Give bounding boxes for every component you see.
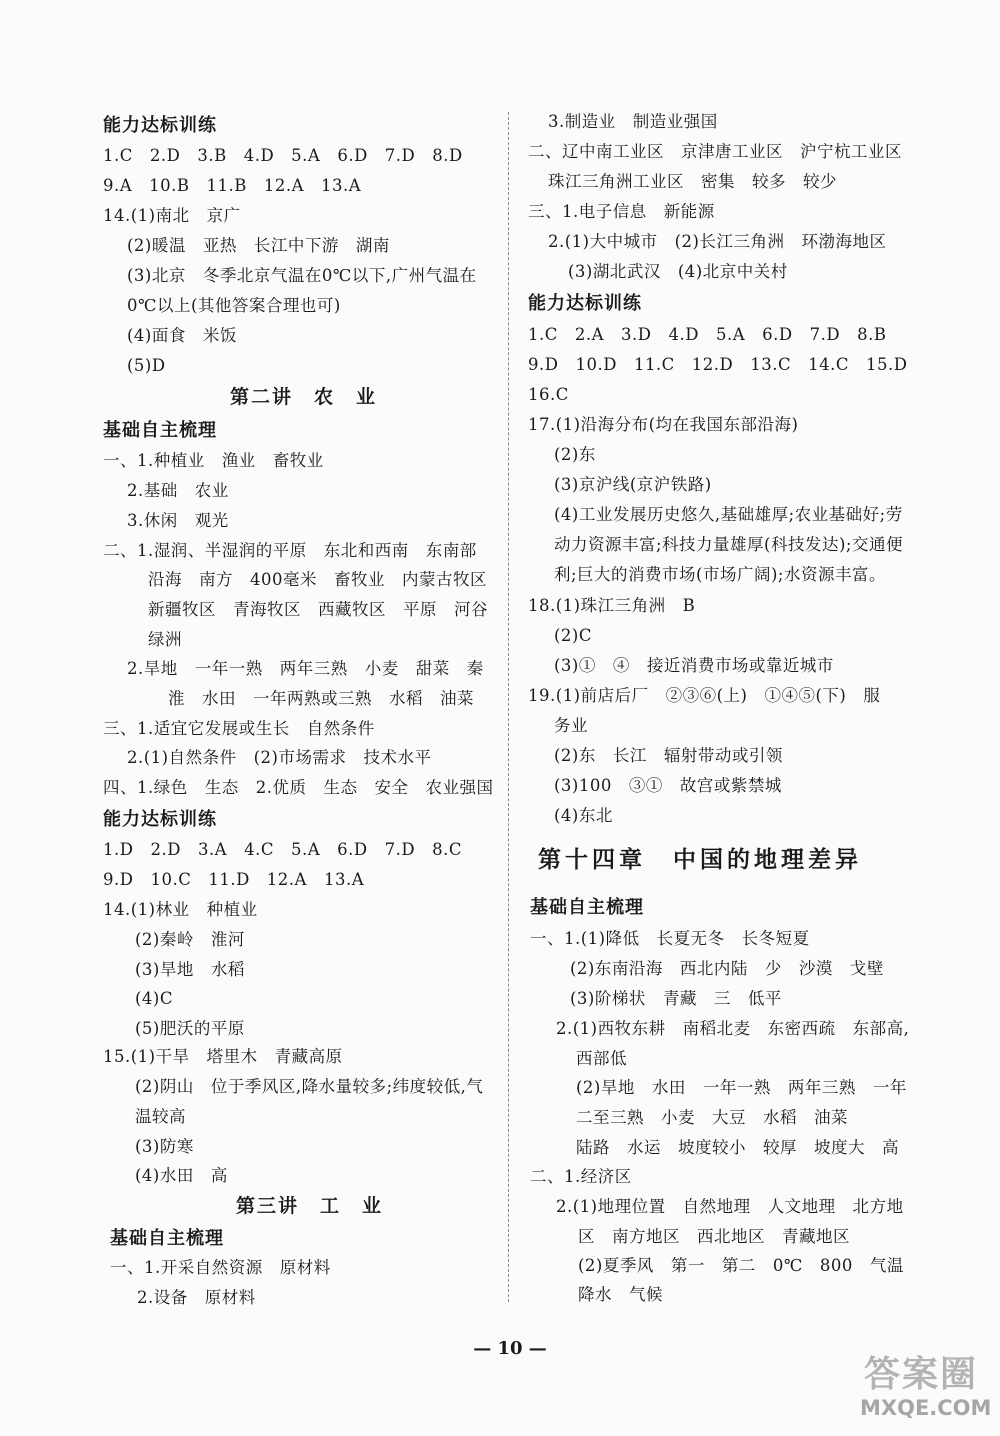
answer-line: 1.C 2.A 3.D 4.D 5.A 6.D 7.D 8.B	[528, 325, 887, 344]
answer-line: 15.(1)干旱 塔里木 青藏高原	[103, 1047, 343, 1066]
answer-line: (2)阴山 位于季风区,降水量较多;纬度较低,气	[135, 1077, 484, 1096]
answer-line: (4)水田 高	[135, 1166, 228, 1185]
answer-line: 9.D 10.D 11.C 12.D 13.C 14.C 15.D	[528, 355, 908, 374]
answer-line: (4)C	[135, 989, 173, 1008]
answer-line: 2.基础 农业	[127, 481, 229, 500]
answer-line: 二至三熟 小麦 大豆 水稻 油菜	[576, 1108, 848, 1127]
answer-line: (3)① ④ 接近消费市场或靠近城市	[554, 656, 834, 675]
answer-line: (3)京沪线(京沪铁路)	[554, 475, 712, 494]
answer-line: 14.(1)南北 京广	[103, 206, 241, 225]
answer-line: 西部低	[576, 1049, 627, 1068]
answer-line: 二、辽中南工业区 京津唐工业区 沪宁杭工业区	[528, 142, 902, 161]
answer-line: 务业	[554, 716, 588, 735]
answer-line: (4)面食 米饭	[127, 326, 237, 345]
section-heading: 能力达标训练	[103, 809, 217, 830]
answer-line: (5)D	[127, 356, 166, 375]
answer-line: (4)工业发展历史悠久,基础雄厚;农业基础好;劳	[554, 505, 903, 524]
answer-line: 三、1.电子信息 新能源	[528, 202, 715, 221]
answer-line: 二、1.湿润、半湿润的平原 东北和西南 东南部	[103, 541, 477, 560]
answer-line: 温较高	[135, 1107, 186, 1126]
lecture-title: 第三讲 工 业	[236, 1195, 384, 1217]
answer-line: 降水 气候	[578, 1285, 663, 1304]
answer-line: (4)东北	[554, 806, 613, 825]
answer-line: 沿海 南方 400毫米 畜牧业 内蒙古牧区	[148, 570, 487, 589]
answer-line: (3)旱地 水稻	[135, 960, 245, 979]
answer-line: (2)夏季风 第一 第二 0℃ 800 气温	[578, 1256, 904, 1275]
answer-line: (2)秦岭 淮河	[135, 930, 245, 949]
answer-line: 1.C 2.D 3.B 4.D 5.A 6.D 7.D 8.D	[103, 146, 463, 165]
answer-line: (3)北京 冬季北京气温在0℃以下,广州气温在	[127, 266, 477, 285]
answer-line: 珠江三角洲工业区 密集 较多 较少	[548, 172, 837, 191]
answer-line: 绿洲	[148, 630, 182, 649]
answer-line: 16.C	[528, 385, 569, 404]
answer-line: 陆路 水运 坡度较小 较厚 坡度大 高	[576, 1138, 899, 1157]
answer-line: 淮 水田 一年两熟或三熟 水稻 油菜	[168, 689, 474, 708]
section-heading: 基础自主梳理	[530, 897, 644, 918]
answer-line: 9.A 10.B 11.B 12.A 13.A	[103, 176, 362, 195]
answer-line: 一、1.开采自然资源 原材料	[110, 1258, 331, 1277]
answer-line: 19.(1)前店后厂 ②③⑥(上) ①④⑤(下) 服	[528, 686, 881, 705]
answer-line: 2.设备 原材料	[137, 1288, 256, 1307]
answer-line: 1.D 2.D 3.A 4.C 5.A 6.D 7.D 8.C	[103, 840, 462, 859]
watermark-logo	[858, 1340, 998, 1434]
lecture-title: 第二讲 农 业	[230, 386, 378, 408]
answer-line: 2.(1)地理位置 自然地理 人文地理 北方地	[556, 1197, 904, 1216]
answer-line: 区 南方地区 西北地区 青藏地区	[578, 1227, 850, 1246]
answer-line: 2.(1)大中城市 (2)长江三角洲 环渤海地区	[548, 232, 887, 251]
answer-line: (2)旱地 水田 一年一熟 两年三熟 一年	[576, 1078, 907, 1097]
answer-line: (2)C	[554, 626, 592, 645]
answer-line: 3.休闲 观光	[127, 511, 229, 530]
column-divider	[508, 112, 509, 1302]
answer-line: (2)东 长江 辐射带动或引领	[554, 746, 783, 765]
answer-line: 动力资源丰富;科技力量雄厚(科技发达);交通便	[554, 535, 903, 554]
answer-line: (3)阶梯状 青藏 三 低平	[570, 989, 782, 1008]
answer-line: 一、1.种植业 渔业 畜牧业	[103, 451, 324, 470]
answer-line: 9.D 10.C 11.D 12.A 13.A	[103, 870, 365, 889]
section-heading: 基础自主梳理	[110, 1228, 224, 1249]
answer-line: 18.(1)珠江三角洲 B	[528, 596, 696, 615]
answer-line: (5)肥沃的平原	[135, 1019, 245, 1038]
answer-line: 2.旱地 一年一熟 两年三熟 小麦 甜菜 秦	[127, 659, 484, 678]
chapter-title: 第十四章 中国的地理差异	[538, 846, 862, 873]
answer-line: (3)湖北武汉 (4)北京中关村	[568, 262, 788, 281]
answer-line: (2)暖温 亚热 长江中下游 湖南	[127, 236, 390, 255]
section-heading: 能力达标训练	[103, 115, 217, 136]
answer-line: 三、1.适宜它发展或生长 自然条件	[103, 719, 375, 738]
answer-line: 一、1.(1)降低 长夏无冬 长冬短夏	[530, 929, 810, 948]
section-heading: 能力达标训练	[528, 293, 642, 314]
answer-line: 14.(1)林业 种植业	[103, 900, 258, 919]
answer-line: (2)东南沿海 西北内陆 少 沙漠 戈壁	[570, 959, 884, 978]
answer-line: 0℃以上(其他答案合理也可)	[127, 296, 341, 315]
answer-line: (2)东	[554, 445, 596, 464]
watermark-url: MXQE.COM	[860, 1396, 992, 1420]
answer-line: 二、1.经济区	[530, 1167, 632, 1186]
answer-line: 四、1.绿色 生态 2.优质 生态 安全 农业强国	[103, 778, 494, 797]
answer-line: 利;巨大的消费市场(市场广阔);水资源丰富。	[554, 565, 886, 584]
page-number: — 10 —	[473, 1338, 547, 1359]
watermark-text: 答案圈	[864, 1354, 979, 1395]
answer-line: 3.制造业 制造业强国	[548, 112, 718, 131]
section-heading: 基础自主梳理	[103, 420, 217, 441]
answer-line: 2.(1)自然条件 (2)市场需求 技术水平	[127, 748, 432, 767]
answer-line: 新疆牧区 青海牧区 西藏牧区 平原 河谷	[148, 600, 488, 619]
answer-line: 17.(1)沿海分布(均在我国东部沿海)	[528, 415, 799, 434]
answer-line: (3)防寒	[135, 1137, 194, 1156]
answer-line: (3)100 ③① 故宫或紫禁城	[554, 776, 782, 795]
answer-line: 2.(1)西牧东耕 南稻北麦 东密西疏 东部高,	[556, 1019, 910, 1038]
